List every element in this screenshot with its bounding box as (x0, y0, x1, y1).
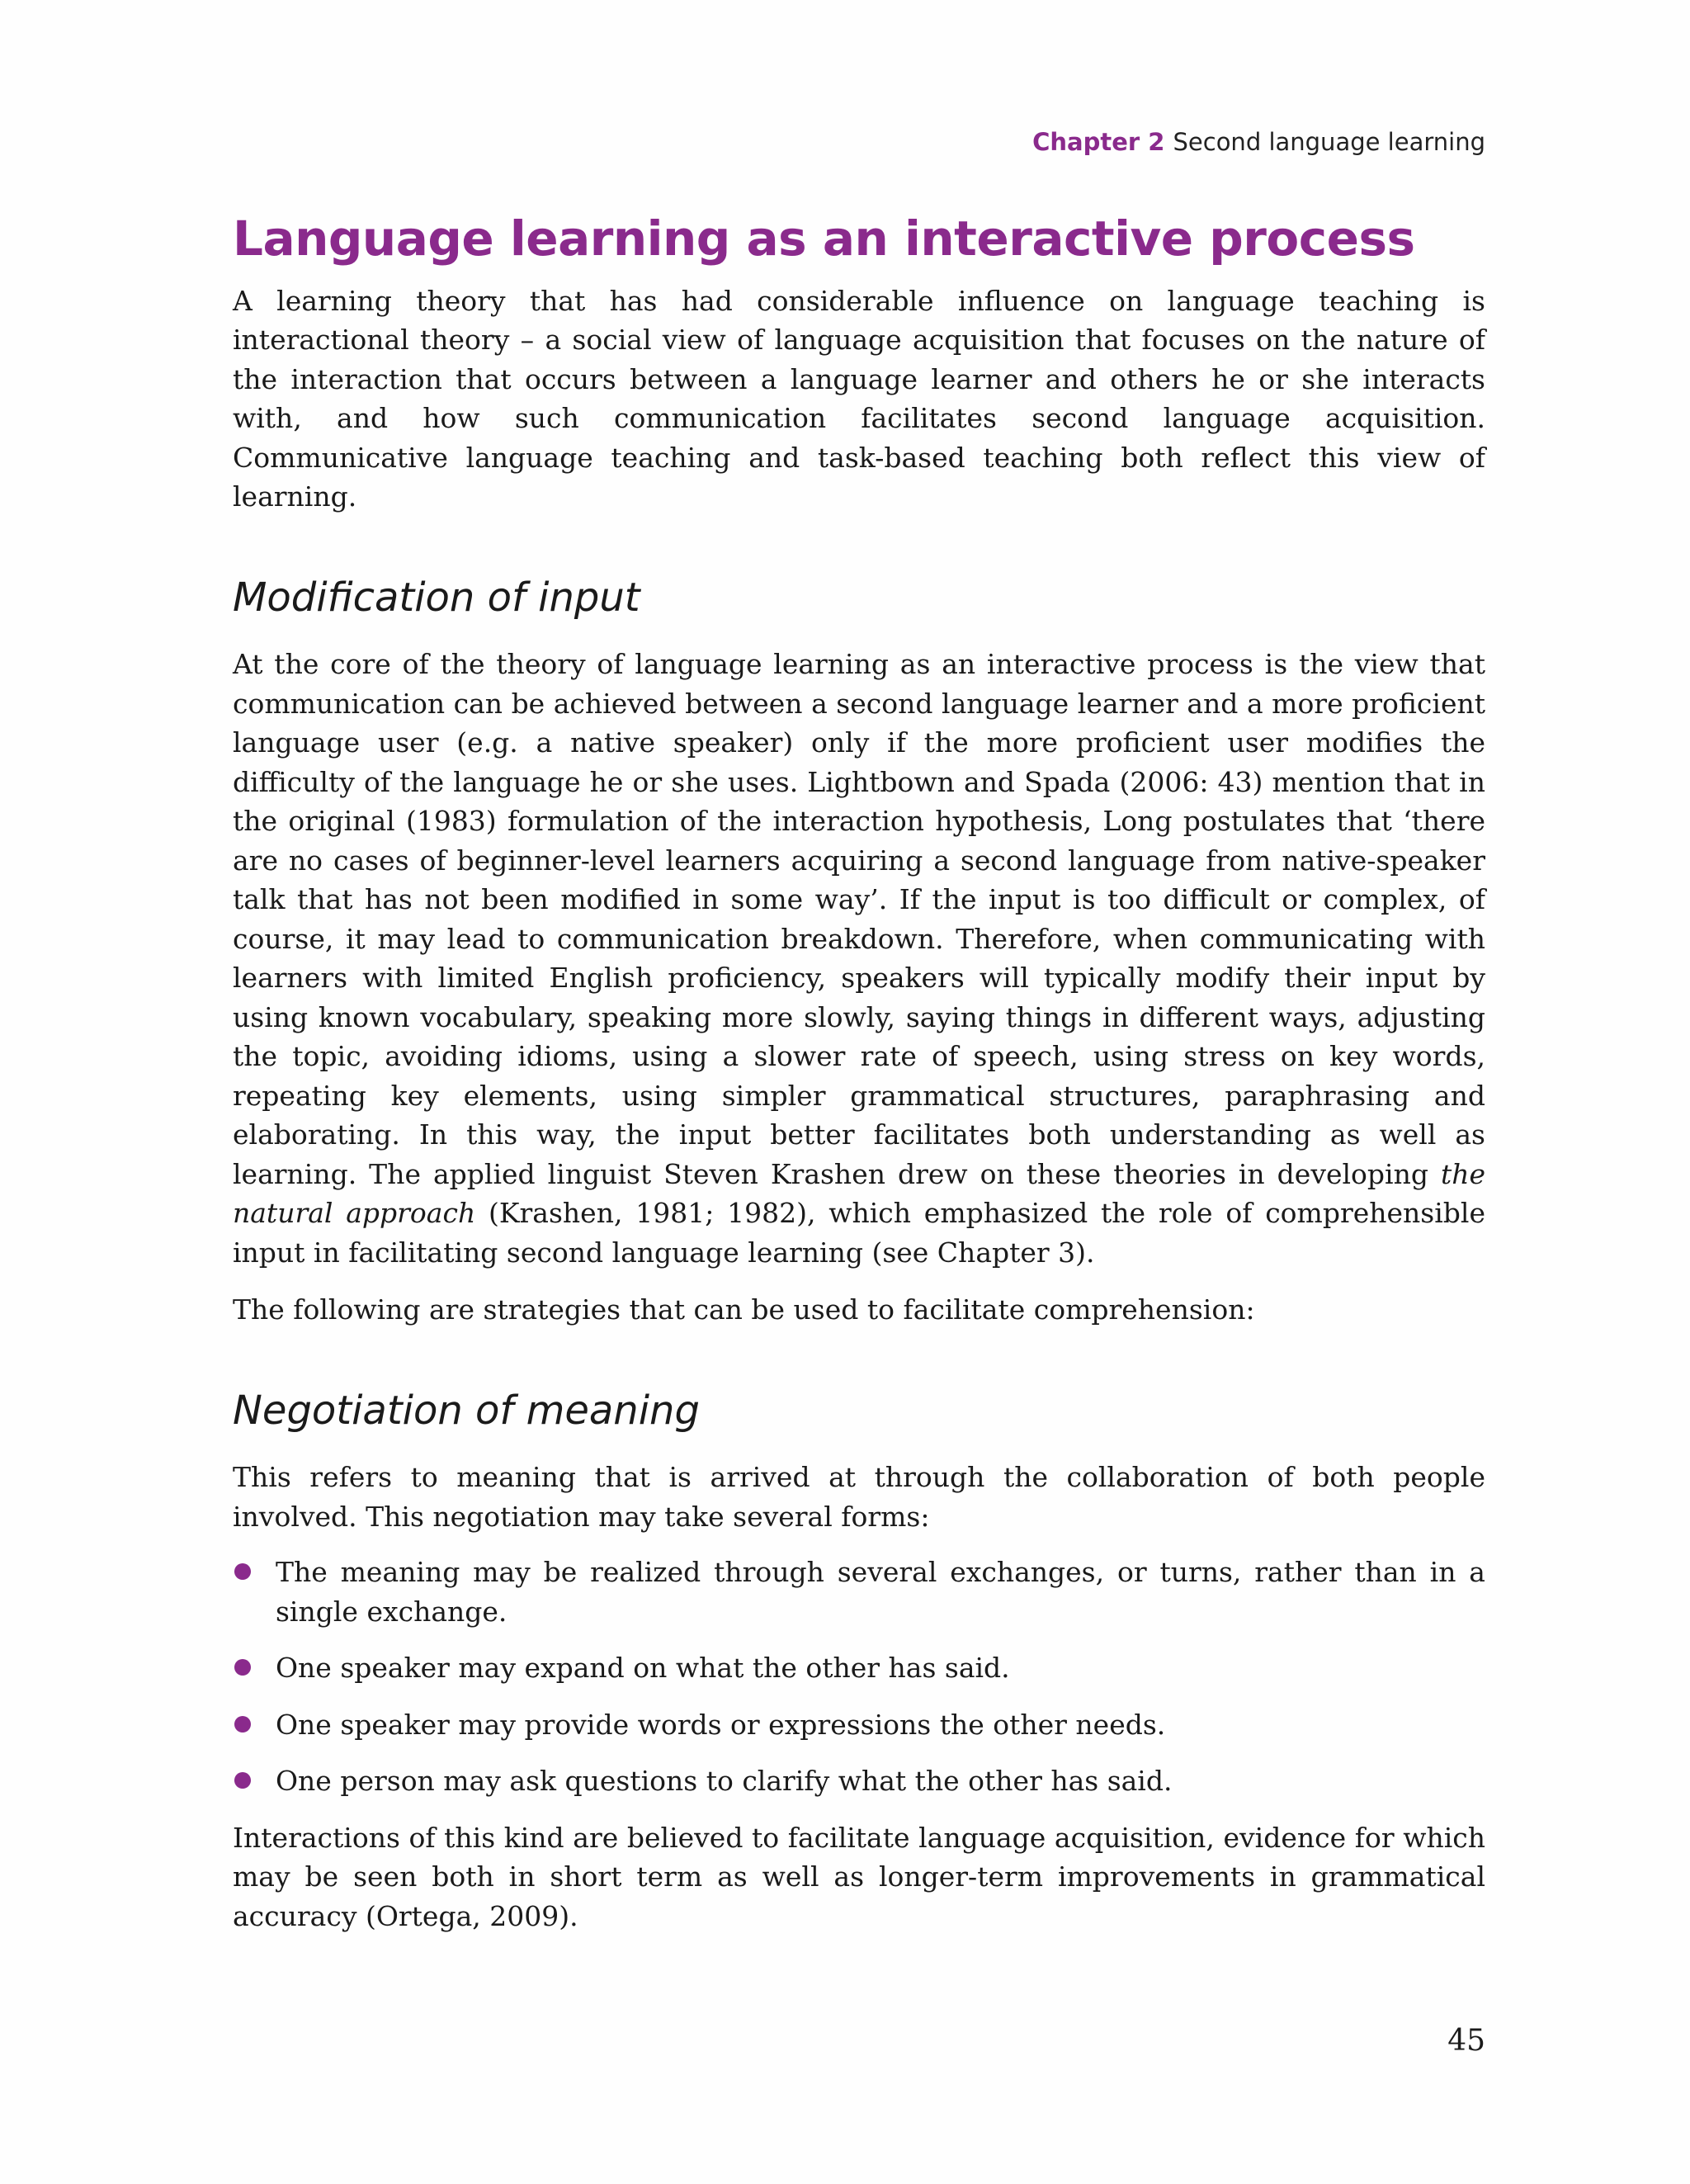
list-item-text: One person may ask questions to clarify what the other has said. (276, 1765, 1173, 1798)
bullet-list (233, 1553, 1485, 1801)
input-paragraph (233, 645, 1485, 1272)
running-head-chapter: Chapter 2 (1032, 128, 1165, 156)
meaning-intro: This refers to meaning that is arrived at through the collaboration of both people involved. This negotiation may take several forms: (233, 1461, 1485, 1533)
list-item-text: The meaning may be realized through several exchanges, or turns, rather than in a single exchange. (276, 1556, 1485, 1628)
section-heading-meaning: Negotiation of meaning (233, 1387, 700, 1434)
list-item-text: One speaker may provide words or expressions the other needs. (276, 1708, 1166, 1741)
input-paragraph-text-1: At the core of the theory of language learning as an interactive process is the view that communication can be achieved between a second language learner and a more proficient language user (e.g. a native speaker) only if the more proficient user modifies the difficulty of the language he or she uses. Lightbown and Spada (2006: 43) mention that in the original (1983) formulation of the interaction hypothesis, Long postulates that ‘there are no cases of beginner-level learners acquiring a second language from native-speaker talk that has not been modified in some way’. If the input is too difficult or complex, of course, it may lead to communication breakdown. Therefore, when communicating with learners with limited English proficiency, speakers will typically modify their input by using known vocabulary, speaking more slowly, saying things in different ways, adjusting the topic, avoiding idioms, using a slower rate of speech, using stress on key words, repeating key elements, using simpler grammatical structures, paraphrasing and elaborating. In this way, the input better facilitates both understanding as well as learning. The applied linguist Steven Krashen drew on these theories in developing (233, 648, 1485, 1190)
list-item-text: One speaker may expand on what the other has said. (276, 1652, 1010, 1685)
list-item (233, 1648, 1485, 1688)
page-number: 45 (1447, 2024, 1485, 2058)
strategies-intro: The following are strategies that can be used to facilitate comprehension: (233, 1293, 1255, 1326)
input-paragraph-text-2: (Krashen, 1981; 1982), which emphasized the role of comprehensible input in facilitating second language learning (see Chapter 3). (233, 1197, 1486, 1269)
bullet-dot-icon (234, 1659, 251, 1676)
page-title: Language learning as an interactive process (233, 210, 1415, 267)
bullet-dot-icon (234, 1563, 251, 1580)
intro-paragraph: A learning theory that has had considerable influence on language teaching is interactional theory – a social view of language acquisition that focuses on the nature of the interaction that occurs between a language learner and others he or she interacts with, and how such communication facilitates second language acquisition. Communicative language teaching and task-based teaching both reflect this view of learning. (233, 284, 1485, 513)
running-head-title: Second language learning (1173, 128, 1485, 156)
page-content (233, 210, 1485, 1936)
bullet-dot-icon (234, 1716, 251, 1733)
list-item (233, 1761, 1485, 1801)
bullet-dot-icon (234, 1772, 251, 1789)
list-item (233, 1705, 1485, 1745)
conclusion-paragraph: Interactions of this kind are believed to facilitate language acquisition, evidence for which may be seen both in short term as well as longer-term improvements in grammatical accuracy (Ortega, 2009). (233, 1821, 1485, 1932)
section-heading-input: Modification of input (233, 574, 640, 621)
italic-term: the natural approach (233, 1157, 1485, 1230)
list-item (233, 1553, 1485, 1631)
running-head (1032, 128, 1485, 156)
